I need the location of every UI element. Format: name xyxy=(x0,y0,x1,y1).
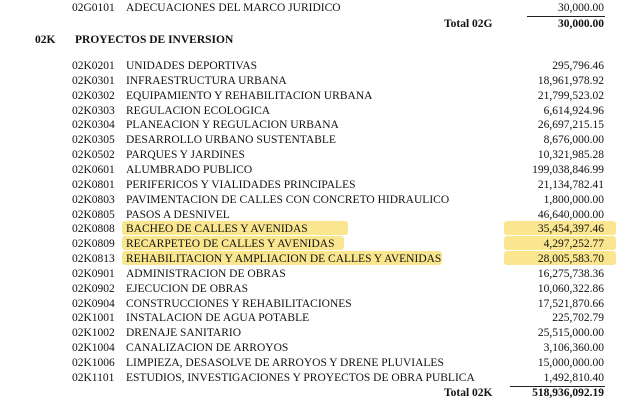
table-row xyxy=(0,325,618,341)
row-code: 02K0601 xyxy=(72,163,115,176)
table-row xyxy=(0,251,618,267)
row-description: PAVIMENTACION DE CALLES CON CONCRETO HIDRAULICO xyxy=(126,193,450,206)
row-description: DRENAJE SANITARIO xyxy=(126,327,242,340)
row-code: 02K0502 xyxy=(72,149,115,162)
table-row xyxy=(0,281,618,297)
row-amount: 21,799,523.02 xyxy=(537,89,604,102)
row-code: 02G0101 xyxy=(72,2,115,14)
row-amount: 1,800,000.00 xyxy=(543,193,604,206)
total-02k-row xyxy=(0,385,618,401)
row-amount: 16,275,738.36 xyxy=(537,267,604,280)
row-amount: 1,492,810.40 xyxy=(543,371,604,384)
row-code: 02K1001 xyxy=(72,312,115,325)
row-amount: 199,038,846.99 xyxy=(532,163,604,176)
row-code: 02K0813 xyxy=(72,253,115,266)
table-row xyxy=(0,370,618,386)
row-description: DESARROLLO URBANO SUSTENTABLE xyxy=(126,134,336,147)
row-description: EJECUCION DE OBRAS xyxy=(126,282,249,295)
table-row xyxy=(0,73,618,89)
top-row xyxy=(0,0,618,16)
row-amount: 10,060,322.86 xyxy=(537,282,604,295)
row-amount: 6,614,924.96 xyxy=(543,104,604,117)
section-code: 02K xyxy=(35,34,56,46)
row-description: PARQUES Y JARDINES xyxy=(126,149,245,162)
row-amount: 21,134,782.41 xyxy=(537,178,604,191)
row-code: 02K0901 xyxy=(72,267,115,280)
row-amount: 10,321,985.28 xyxy=(537,149,604,162)
row-amount: 295,796.46 xyxy=(552,60,604,72)
row-code: 02K0805 xyxy=(72,208,115,221)
row-amount: 3,106,360.00 xyxy=(543,342,604,355)
table-row xyxy=(0,117,618,133)
row-amount: 26,697,215.15 xyxy=(537,119,604,132)
row-amount: 46,640,000.00 xyxy=(537,208,604,221)
row-description: REHABILITACION Y AMPLIACION DE CALLES Y AVENIDAS xyxy=(126,253,442,266)
row-description: ALUMBRADO PUBLICO xyxy=(126,163,253,176)
table-row xyxy=(0,266,618,282)
row-amount: 8,676,000.00 xyxy=(543,134,604,147)
row-description: REGULACION ECOLOGICA xyxy=(126,104,271,117)
table-row xyxy=(0,132,618,148)
row-description: BACHEO DE CALLES Y AVENIDAS xyxy=(126,223,308,236)
table-row xyxy=(0,310,618,326)
row-code: 02K1101 xyxy=(72,371,115,384)
table-row xyxy=(0,236,618,252)
row-amount: 4,297,252.77 xyxy=(543,238,604,251)
row-description: PERIFERICOS Y VIALIDADES PRINCIPALES xyxy=(126,178,356,191)
row-amount: 15,000,000.00 xyxy=(537,357,604,369)
total-02k-label: Total 02K xyxy=(444,387,493,399)
row-amount: 18,961,978.92 xyxy=(537,74,604,87)
row-description: ADECUACIONES DEL MARCO JURIDICO xyxy=(126,2,341,14)
section-title: PROYECTOS DE INVERSION xyxy=(75,34,234,46)
table-row xyxy=(0,88,618,104)
table-row xyxy=(0,58,618,74)
row-code: 02K1002 xyxy=(72,327,115,340)
row-description: ESTUDIOS, INVESTIGACIONES Y PROYECTOS DE OBRA PUBLICA xyxy=(126,371,475,384)
row-description: CANALIZACION DE ARROYOS xyxy=(126,342,289,355)
row-code: 02K0902 xyxy=(72,282,115,295)
row-description: PLANEACION Y REGULACION URBANA xyxy=(126,119,339,132)
row-code: 02K0801 xyxy=(72,178,115,191)
row-description: CONSTRUCCIONES Y REHABILITACIONES xyxy=(126,297,352,310)
row-code: 02K0809 xyxy=(72,238,115,251)
row-code: 02K0201 xyxy=(72,60,115,72)
row-description: ADMINISTRACION DE OBRAS xyxy=(126,267,286,280)
row-description: UNIDADES DEPORTIVAS xyxy=(126,60,258,72)
table-row xyxy=(0,192,618,208)
row-description: INSTALACION DE AGUA POTABLE xyxy=(126,312,310,325)
row-amount: 35,454,397.46 xyxy=(537,223,604,236)
section-header xyxy=(0,32,618,48)
row-code: 02K1004 xyxy=(72,342,115,355)
table-row xyxy=(0,221,618,237)
total-02g-label: Total 02G xyxy=(444,18,493,30)
row-code: 02K0904 xyxy=(72,297,115,310)
table-row xyxy=(0,177,618,193)
row-description: PASOS A DESNIVEL xyxy=(126,208,230,221)
table-row xyxy=(0,147,618,163)
row-amount: 17,521,870.66 xyxy=(537,297,604,310)
total-02g-amount: 30,000.00 xyxy=(558,18,604,30)
total-02k-amount: 518,936,092.19 xyxy=(532,387,604,399)
table-row xyxy=(0,207,618,223)
table-row xyxy=(0,103,618,119)
row-description: LIMPIEZA, DESASOLVE DE ARROYOS Y DRENE PLUVIALES xyxy=(126,357,444,369)
row-description: INFRAESTRUCTURA URBANA xyxy=(126,74,287,87)
table-row xyxy=(0,340,618,356)
total-02g-row xyxy=(0,16,618,32)
row-description: EQUIPAMIENTO Y REHABILITACION URBANA xyxy=(126,89,373,102)
row-amount: 25,515,000.00 xyxy=(537,327,604,340)
row-description: RECARPETEO DE CALLES Y AVENIDAS xyxy=(126,238,335,251)
row-amount: 30,000.00 xyxy=(558,2,604,14)
row-code: 02K1006 xyxy=(72,357,115,369)
row-amount: 225,702.79 xyxy=(552,312,604,325)
table-row xyxy=(0,355,618,371)
row-code: 02K0808 xyxy=(72,223,115,236)
row-code: 02K0305 xyxy=(72,134,115,147)
row-code: 02K0301 xyxy=(72,74,115,87)
table-row xyxy=(0,162,618,178)
row-code: 02K0803 xyxy=(72,193,115,206)
row-amount: 28,005,583.70 xyxy=(537,253,604,266)
table-row xyxy=(0,296,618,312)
row-code: 02K0304 xyxy=(72,119,115,132)
row-code: 02K0303 xyxy=(72,104,115,117)
row-code: 02K0302 xyxy=(72,89,115,102)
